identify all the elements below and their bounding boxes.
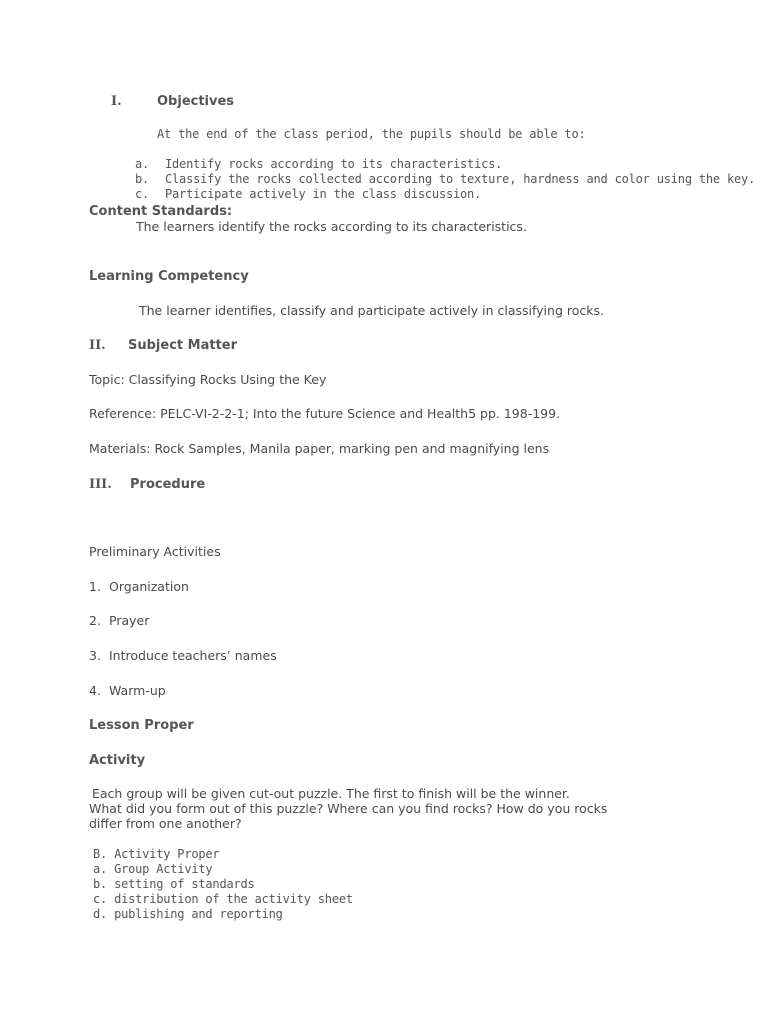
step-marker: 4. [89,683,101,698]
activity-heading: Activity [89,753,146,768]
step-item: Warm-up [109,683,166,698]
list-item: Classify the rocks collected according to texture, hardness and color using the key. [165,172,756,186]
step-marker: 1. [89,579,101,594]
activity-text-line: Each group will be given cut-out puzzle. The first to finish will be the winner. [92,786,570,801]
reference-line: Reference: PELC-VI-2-2-1; Into the future Science and Health5 pp. 198-199. [89,406,561,421]
materials-line: Materials: Rock Samples, Manila paper, marking pen and magnifying lens [89,441,550,456]
section-numeral: II. [89,338,106,353]
content-standards-text: The learners identify the rocks according to its characteristics. [136,219,527,234]
section-heading-procedure: Procedure [130,477,206,492]
topic-line: Topic: Classifying Rocks Using the Key [89,372,327,387]
list-marker: c. [135,187,150,201]
activity-proper-item: d. publishing and reporting [93,907,283,921]
list-item: Participate actively in the class discussion. [165,187,482,201]
section-heading-subject-matter: Subject Matter [128,338,238,353]
step-item: Prayer [109,613,150,628]
activity-text-line: differ from one another? [89,816,242,831]
step-marker: 3. [89,648,101,663]
preliminary-activities: Preliminary Activities [89,544,221,559]
list-marker: a. [135,157,150,171]
section-heading-objectives: Objectives [157,94,235,109]
activity-proper-item: a. Group Activity [93,862,213,876]
section-numeral: III. [89,477,112,492]
content-standards-heading: Content Standards: [89,204,233,219]
list-marker: b. [135,172,150,186]
activity-proper-item: B. Activity Proper [93,847,220,861]
activity-proper-item: b. setting of standards [93,877,255,891]
step-item: Organization [109,579,189,594]
learning-competency-heading: Learning Competency [89,269,249,284]
section-numeral: I. [111,94,122,109]
objectives-intro: At the end of the class period, the pupils should be able to: [157,127,586,141]
activity-text-line: What did you form out of this puzzle? Where can you find rocks? How do you rocks [89,801,608,816]
lesson-proper-heading: Lesson Proper [89,718,194,733]
step-item: Introduce teachers’ names [109,648,277,663]
list-item: Identify rocks according to its characteristics. [165,157,503,171]
step-marker: 2. [89,613,101,628]
learning-competency-text: The learner identifies, classify and participate actively in classifying rocks. [139,303,604,318]
activity-proper-item: c. distribution of the activity sheet [93,892,353,906]
